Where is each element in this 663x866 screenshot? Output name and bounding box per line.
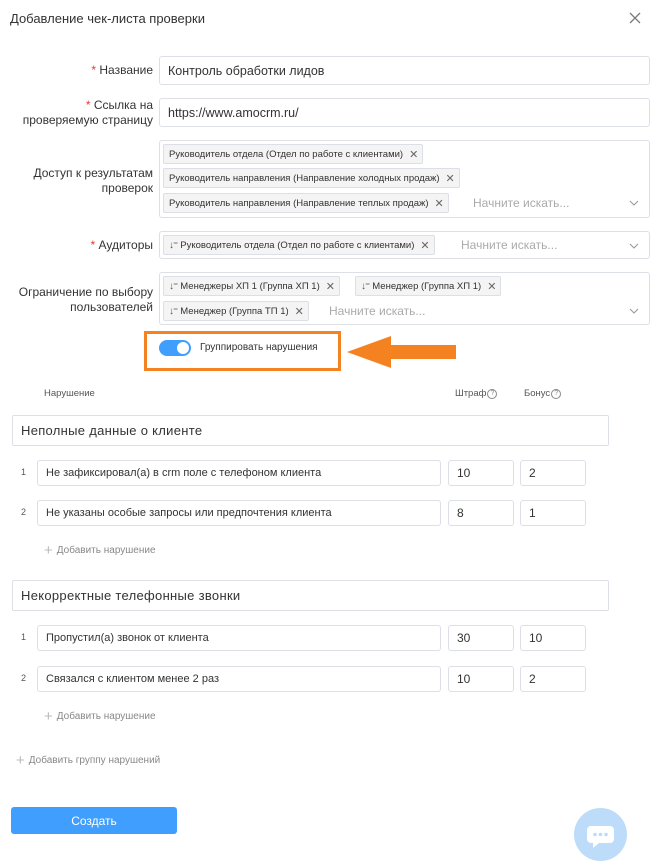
plus-icon: + — [44, 708, 53, 725]
add-group-button[interactable] — [16, 752, 160, 769]
restrict-tag — [163, 301, 309, 321]
fine-input[interactable]: 10 — [448, 460, 514, 486]
chat-button[interactable] — [574, 808, 627, 861]
restrict-select[interactable] — [159, 272, 650, 325]
arrow-left-icon — [345, 333, 460, 371]
sort-order-icon: ↓⁼ — [361, 280, 370, 292]
add-violation-label: Добавить нарушение — [56, 711, 156, 722]
access-tag — [163, 193, 449, 213]
auditor-tag — [163, 235, 435, 255]
tag-label: Руководитель отдела (Отдел по работе с клиентами) — [169, 148, 404, 160]
toggle-label: Группировать нарушения — [200, 342, 318, 353]
violation-input[interactable]: Пропустил(а) звонок от клиента — [37, 625, 441, 651]
violation-input[interactable]: Не зафиксировал(а) в crm поле с телефоном клиента — [37, 460, 441, 486]
access-label-line2: проверок — [101, 181, 153, 195]
group-violations-toggle[interactable] — [159, 340, 191, 356]
col-bonus-label: Бонус — [524, 388, 551, 399]
help-icon[interactable]: ? — [487, 389, 497, 399]
restrict-label-line1: Ограничение по выбору — [18, 285, 153, 299]
link-label — [10, 98, 153, 128]
required-mark: * — [90, 238, 96, 252]
restrict-label — [10, 285, 153, 315]
plus-icon: + — [16, 752, 25, 769]
auditors-select[interactable] — [159, 231, 650, 259]
tag-label: Менеджер (Группа ХП 1) — [372, 280, 482, 292]
add-violation-button[interactable] — [44, 542, 156, 559]
name-label — [20, 63, 153, 78]
access-search-input[interactable]: Начните искать... — [473, 196, 570, 210]
bonus-input[interactable]: 2 — [520, 460, 586, 486]
link-input[interactable]: https://www.amocrm.ru/ — [159, 98, 650, 127]
tag-remove-icon[interactable]: ✕ — [445, 172, 455, 185]
chat-icon[interactable] — [574, 808, 627, 861]
col-fine — [455, 388, 497, 399]
tag-remove-icon[interactable]: ✕ — [325, 280, 335, 293]
fine-input[interactable]: 10 — [448, 666, 514, 692]
add-violation-button[interactable] — [44, 708, 156, 725]
chevron-down-icon[interactable] — [629, 243, 639, 249]
col-bonus — [524, 388, 561, 399]
bonus-input[interactable]: 10 — [520, 625, 586, 651]
add-violation-label: Добавить нарушение — [56, 545, 156, 556]
tag-remove-icon[interactable]: ✕ — [487, 280, 497, 293]
restrict-search-input[interactable]: Начните искать... — [329, 304, 426, 318]
row-number: 1 — [21, 467, 27, 477]
tag-label: Руководитель направления (Направление теплых продаж) — [169, 197, 429, 209]
col-violation: Нарушение — [44, 388, 95, 399]
tag-remove-icon[interactable]: ✕ — [409, 148, 419, 161]
col-fine-label: Штраф — [455, 388, 487, 399]
tag-label: Руководитель направления (Направление холодных продаж) — [169, 172, 440, 184]
chevron-down-icon[interactable] — [629, 308, 639, 314]
create-button[interactable]: Создать — [11, 807, 177, 834]
tag-remove-icon[interactable]: ✕ — [420, 239, 430, 252]
access-select[interactable] — [159, 140, 650, 218]
required-mark: * — [91, 63, 97, 77]
add-group-label: Добавить группу нарушений — [28, 755, 161, 766]
toggle-switch[interactable] — [159, 340, 191, 356]
access-label-line1: Доступ к результатам — [33, 166, 153, 180]
sort-order-icon: ↓⁼ — [169, 239, 178, 251]
row-number: 2 — [21, 673, 27, 683]
auditors-search-input[interactable]: Начните искать... — [461, 238, 558, 252]
sort-order-icon: ↓⁼ — [169, 305, 178, 317]
tag-label: Менеджер (Группа ТП 1) — [180, 305, 289, 317]
access-tag — [163, 168, 460, 188]
chevron-down-icon[interactable] — [629, 200, 639, 206]
link-label-line1: Ссылка на — [93, 98, 153, 112]
row-number: 1 — [21, 632, 27, 642]
restrict-tag — [355, 276, 501, 296]
link-label-line2: проверяемую страницу — [22, 113, 153, 127]
auditors-label — [20, 238, 153, 253]
tag-label: Руководитель отдела (Отдел по работе с клиентами) — [180, 239, 415, 251]
restrict-tag — [163, 276, 340, 296]
bonus-input[interactable]: 1 — [520, 500, 586, 526]
fine-input[interactable]: 30 — [448, 625, 514, 651]
dialog-title: Добавление чек-листа проверки — [10, 11, 205, 26]
group-name-input[interactable]: Некорректные телефонные звонки — [12, 580, 609, 611]
required-mark: * — [85, 98, 91, 112]
sort-order-icon: ↓⁼ — [169, 280, 178, 292]
violation-input[interactable]: Не указаны особые запросы или предпочтения клиента — [37, 500, 441, 526]
tag-remove-icon[interactable]: ✕ — [434, 197, 444, 210]
access-tag — [163, 144, 423, 164]
tag-label: Менеджеры ХП 1 (Группа ХП 1) — [180, 280, 320, 292]
toggle-knob — [177, 342, 189, 354]
row-number: 2 — [21, 507, 27, 517]
help-icon[interactable]: ? — [551, 389, 561, 399]
group-name-input[interactable]: Неполные данные о клиенте — [12, 415, 609, 446]
access-label — [10, 166, 153, 196]
tag-remove-icon[interactable]: ✕ — [294, 305, 304, 318]
restrict-label-line2: пользователей — [70, 300, 153, 314]
plus-icon: + — [44, 542, 53, 559]
name-label-text: Название — [99, 63, 153, 77]
name-input[interactable]: Контроль обработки лидов — [159, 56, 650, 85]
violation-input[interactable]: Связался с клиентом менее 2 раз — [37, 666, 441, 692]
close-icon[interactable] — [626, 9, 644, 27]
bonus-input[interactable]: 2 — [520, 666, 586, 692]
fine-input[interactable]: 8 — [448, 500, 514, 526]
close-button[interactable] — [626, 9, 644, 27]
auditors-label-text: Аудиторы — [98, 238, 153, 252]
